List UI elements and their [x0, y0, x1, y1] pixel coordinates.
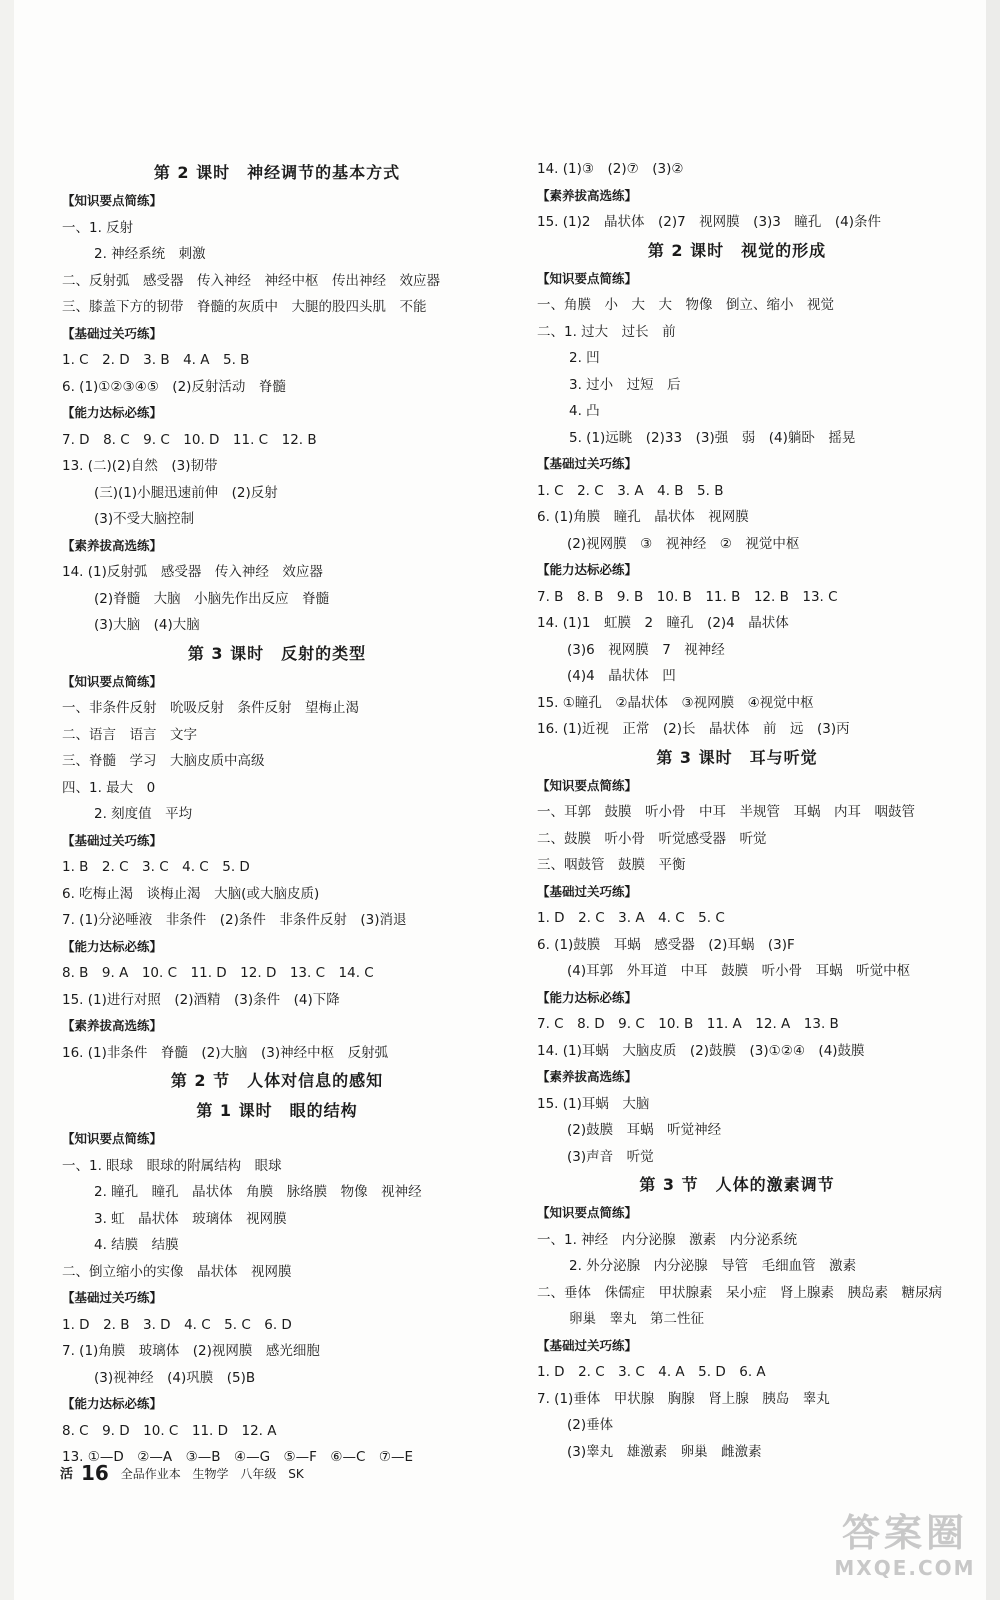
- left-column: [62, 158, 492, 1471]
- answer-line: 二、语言 语言 文字: [62, 726, 197, 743]
- answer-line: 二、垂体 侏儒症 甲状腺素 呆小症 肾上腺素 胰岛素 糖尿病: [537, 1284, 942, 1301]
- section-heading: 第 3 节 人体的激素调节: [639, 1175, 835, 1194]
- section-heading: 第 3 课时 反射的类型: [187, 643, 367, 663]
- answer-line: (3)不受大脑控制: [94, 511, 195, 527]
- exercise-label: 【基础过关巧练】: [62, 832, 163, 848]
- exercise-label: 【基础过关巧练】: [62, 325, 163, 341]
- section-heading: 第 2 课时 视觉的形成: [647, 240, 827, 260]
- answer-line: 三、咽鼓管 鼓膜 平衡: [537, 857, 686, 873]
- answer-line: (2)垂体: [567, 1417, 614, 1433]
- answer-line: 1. D 2. C 3. C 4. A 5. D 6. A: [537, 1364, 766, 1380]
- exercise-label: 【基础过关巧练】: [62, 1290, 163, 1305]
- answer-line: 一、1. 反射: [62, 219, 134, 236]
- footer-prefix: 活: [60, 1467, 74, 1482]
- answer-line: 6. 吃梅止渴 谈梅止渴 大脑(或大脑皮质): [62, 885, 320, 902]
- answer-line: 2. 瞳孔 瞳孔 晶状体 角膜 脉络膜 物像 视神经: [94, 1184, 422, 1200]
- footer-book: 全品作业本: [120, 1467, 181, 1481]
- exercise-label: 【知识要点简练】: [62, 673, 163, 689]
- answer-line: 5. (1)远眺 (2)33 (3)强 弱 (4)躺卧 摇晃: [569, 429, 856, 446]
- exercise-label: 【知识要点简练】: [62, 1131, 163, 1146]
- answer-line: (3)声音 听觉: [567, 1148, 654, 1165]
- answer-line: 一、非条件反射 吮吸反射 条件反射 望梅止渴: [62, 700, 359, 716]
- page-edge-left: [0, 0, 14, 1600]
- answer-line: 4. 结膜 结膜: [94, 1237, 179, 1253]
- answer-line: (3)6 视网膜 7 视神经: [567, 641, 725, 658]
- exercise-label: 【知识要点简练】: [537, 777, 638, 793]
- answer-line: 三、膝盖下方的韧带 脊髓的灰质中 大腿的股四头肌 不能: [62, 299, 427, 315]
- answer-line: (三)(1)小腿迅速前伸 (2)反射: [94, 484, 278, 501]
- footer-edition: SK: [288, 1467, 304, 1481]
- answer-line: 2. 外分泌腺 内分泌腺 导管 毛细血管 激素: [569, 1258, 857, 1274]
- answer-line: 四、1. 最大 0: [62, 779, 156, 796]
- answer-line: 15. ①瞳孔 ②晶状体 ③视网膜 ④视觉中枢: [537, 694, 814, 711]
- exercise-label: 【素养拔高选练】: [537, 1069, 638, 1084]
- answer-line: (2)视网膜 ③ 视神经 ② 视觉中枢: [567, 535, 800, 552]
- exercise-label: 【能力达标必练】: [537, 989, 638, 1005]
- answer-line: 6. (1)鼓膜 耳蜗 感受器 (2)耳蜗 (3)F: [537, 936, 795, 953]
- exercise-label: 【基础过关巧练】: [537, 1337, 638, 1353]
- watermark-text: 答案圈: [841, 1511, 968, 1555]
- answer-line: 8. B 9. A 10. C 11. D 12. D 13. C 14. C: [62, 965, 374, 981]
- answer-line: 16. (1)非条件 脊髓 (2)大脑 (3)神经中枢 反射弧: [62, 1044, 389, 1061]
- answer-line: (3)视神经 (4)巩膜 (5)B: [94, 1369, 256, 1386]
- exercise-label: 【素养拔高选练】: [537, 187, 638, 203]
- exercise-label: 【素养拔高选练】: [62, 537, 163, 553]
- exercise-label: 【素养拔高选练】: [62, 1018, 163, 1033]
- section-heading: 第 2 课时 神经调节的基本方式: [153, 163, 401, 182]
- footer-grade: 八年级: [240, 1467, 277, 1481]
- exercise-label: 【基础过关巧练】: [537, 883, 638, 899]
- answer-line: 7. (1)分泌唾液 非条件 (2)条件 非条件反射 (3)消退: [62, 912, 407, 928]
- exercise-label: 【能力达标必练】: [62, 1396, 163, 1411]
- answer-line: 2. 神经系统 刺激: [94, 246, 206, 262]
- answer-line: 一、角膜 小 大 大 物像 倒立、缩小 视觉: [537, 297, 834, 313]
- page-footer: [60, 1460, 312, 1486]
- answer-line: 1. B 2. C 3. C 4. C 5. D: [62, 859, 250, 875]
- page-number: 16: [81, 1461, 109, 1485]
- exercise-label: 【知识要点简练】: [537, 270, 638, 286]
- answer-line: (2)鼓膜 耳蜗 听觉神经: [567, 1122, 722, 1138]
- answer-line: 7. B 8. B 9. B 10. B 11. B 12. B 13. C: [537, 588, 838, 605]
- answer-line: 14. (1)1 虹膜 2 瞳孔 (2)4 晶状体: [537, 615, 789, 631]
- answer-line: 3. 虹 晶状体 玻璃体 视网膜: [94, 1210, 287, 1227]
- answer-line: 卵巢 睾丸 第二性征: [569, 1311, 704, 1327]
- answer-line: 14. (1)反射弧 感受器 传入神经 效应器: [62, 564, 323, 580]
- section-heading: 第 1 课时 眼的结构: [196, 1101, 358, 1120]
- right-column: [537, 156, 942, 1465]
- answer-line: 二、反射弧 感受器 传入神经 神经中枢 传出神经 效应器: [62, 272, 440, 289]
- answer-line: 二、倒立缩小的实像 晶状体 视网膜: [62, 1263, 292, 1280]
- answer-line: 2. 刻度值 平均: [94, 806, 193, 822]
- answer-line: 13. (二)(2)自然 (3)韧带: [62, 458, 218, 474]
- answer-line: 15. (1)2 晶状体 (2)7 视网膜 (3)3 瞳孔 (4)条件: [537, 214, 882, 230]
- answer-line: 15. (1)耳蜗 大脑: [537, 1095, 650, 1112]
- answer-line: 15. (1)进行对照 (2)酒精 (3)条件 (4)下降: [62, 991, 340, 1008]
- answer-line: 1. C 2. D 3. B 4. A 5. B: [62, 352, 250, 368]
- answer-line: 6. (1)角膜 瞳孔 晶状体 视网膜: [537, 509, 749, 525]
- answer-line: 1. D 2. B 3. D 4. C 5. C 6. D: [62, 1316, 292, 1333]
- answer-line: 7. C 8. D 9. C 10. B 11. A 12. A 13. B: [537, 1016, 839, 1032]
- answer-line: (4)耳郭 外耳道 中耳 鼓膜 听小骨 耳蜗 听觉中枢: [567, 963, 911, 979]
- answer-line: (2)脊髓 大脑 小脑先作出反应 脊髓: [94, 590, 330, 607]
- answer-line: 一、耳郭 鼓膜 听小骨 中耳 半规管 耳蜗 内耳 咽鼓管: [537, 804, 915, 820]
- answer-line: 一、1. 眼球 眼球的附属结构 眼球: [62, 1157, 282, 1174]
- watermark-url: MXQE.COM: [834, 1556, 976, 1580]
- answer-line: 1. D 2. C 3. A 4. C 5. C: [537, 910, 725, 926]
- answer-line: 8. C 9. D 10. C 11. D 12. A: [62, 1422, 277, 1439]
- answer-line: 13. ①—D ②—A ③—B ④—G ⑤—F ⑥—C ⑦—E: [62, 1449, 414, 1465]
- answer-line: 三、脊髓 学习 大脑皮质中高级: [62, 753, 265, 769]
- watermark-logo: [820, 1510, 990, 1590]
- answer-line: 7. D 8. C 9. C 10. D 11. C 12. B: [62, 431, 317, 448]
- answer-line: 二、鼓膜 听小骨 听觉感受器 听觉: [537, 830, 767, 847]
- answer-line: 4. 凸: [569, 403, 600, 419]
- exercise-label: 【能力达标必练】: [62, 938, 163, 954]
- answer-line: 14. (1)耳蜗 大脑皮质 (2)鼓膜 (3)①②④ (4)鼓膜: [537, 1042, 865, 1059]
- answer-line: (3)大脑 (4)大脑: [94, 617, 200, 633]
- exercise-label: 【知识要点简练】: [537, 1205, 638, 1220]
- exercise-label: 【能力达标必练】: [62, 405, 163, 420]
- exercise-label: 【能力达标必练】: [537, 562, 638, 577]
- answer-line: 二、1. 过大 过长 前: [537, 323, 676, 340]
- exercise-label: 【基础过关巧练】: [537, 456, 638, 471]
- exercise-label: 【知识要点简练】: [62, 193, 163, 208]
- answer-line: 6. (1)①②③④⑤ (2)反射活动 脊髓: [62, 378, 286, 395]
- answer-line: (3)睾丸 雄激素 卵巢 雌激素: [567, 1443, 762, 1460]
- answer-line: 一、1. 神经 内分泌腺 激素 内分泌系统: [537, 1231, 798, 1248]
- footer-subject: 生物学: [192, 1467, 229, 1481]
- section-heading: 第 2 节 人体对信息的感知: [170, 1071, 384, 1090]
- answer-line: 16. (1)近视 正常 (2)长 晶状体 前 远 (3)丙: [537, 721, 850, 737]
- section-heading: 第 3 课时 耳与听觉: [656, 747, 818, 767]
- answer-line: 7. (1)角膜 玻璃体 (2)视网膜 感光细胞: [62, 1343, 320, 1359]
- answer-line: 3. 过小 过短 后: [569, 376, 681, 393]
- answer-line: 1. C 2. C 3. A 4. B 5. B: [537, 482, 724, 499]
- answer-line: 7. (1)垂体 甲状腺 胸腺 肾上腺 胰岛 睾丸: [537, 1390, 830, 1407]
- answer-line: (4)4 晶状体 凹: [567, 668, 676, 684]
- answer-line: 2. 凹: [569, 350, 600, 366]
- answer-line: 14. (1)③ (2)⑦ (3)②: [537, 161, 684, 177]
- page-edge-right: [986, 0, 1000, 1600]
